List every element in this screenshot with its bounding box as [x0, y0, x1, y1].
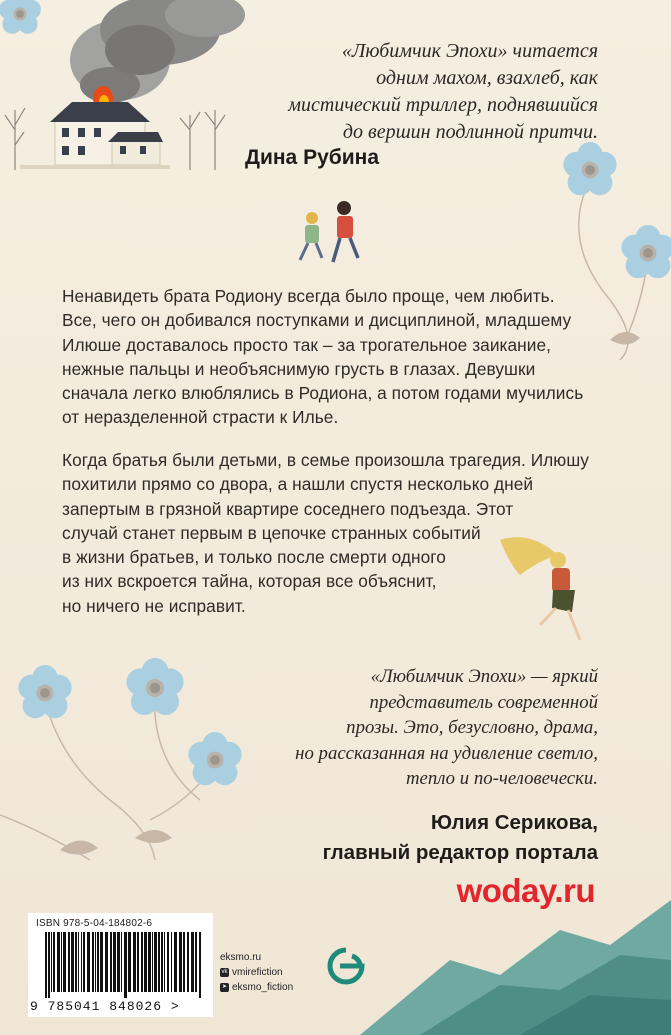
- bottom-quote: [218, 664, 598, 792]
- running-brothers: [300, 201, 358, 262]
- top-quote-author: Дина Рубина: [245, 146, 379, 169]
- barcode-bar: [152, 932, 153, 992]
- barcode-bar: [63, 932, 66, 992]
- annotation-line: Все, чего он добивался поступками и дисциплиной, младшему: [62, 310, 572, 331]
- burning-house: [20, 102, 170, 169]
- barcode-bar: [105, 932, 108, 992]
- barcode-bar: [83, 932, 85, 992]
- bottom-quote-line: прозы. Это, безусловно, драма,: [346, 717, 598, 738]
- site-link[interactable]: eksmo.ru: [220, 952, 262, 963]
- annotation-line: случай станет первым в цепочке странных событий: [62, 522, 481, 543]
- barcode-bars: [45, 932, 205, 998]
- top-quote-line: до вершин подлинной притчи.: [342, 121, 598, 143]
- barcode-bar: [167, 932, 169, 992]
- barcode-bar: [195, 932, 197, 992]
- barcode-bar: [87, 932, 90, 992]
- smoke: [70, 0, 245, 103]
- barcode-bar: [110, 932, 112, 992]
- bottom-quote-author-line: главный редактор портала: [322, 841, 598, 864]
- bottom-quote-line: «Любимчик Эпохи» — яркий: [370, 666, 598, 687]
- annotation-line: но ничего не исправит.: [62, 595, 246, 616]
- barcode-bar: [68, 932, 70, 992]
- publisher-links: [220, 950, 293, 995]
- bottom-quote-line: тепло и по-человечески.: [405, 768, 598, 789]
- annotation-line: от неразделенной страсти к Илье.: [62, 407, 339, 428]
- top-quote-line: «Любимчик Эпохи» читается: [341, 40, 598, 62]
- barcode-bar: [128, 932, 131, 992]
- annotation-line: похитили прямо со двора, а нашли спустя несколько дней: [62, 474, 534, 495]
- barcode-bar: [121, 932, 122, 992]
- barcode-bar: [45, 932, 47, 998]
- barcode-bar: [164, 932, 165, 992]
- bottom-quote-author-line: Юлия Серикова,: [430, 811, 598, 834]
- eksmo-logo-icon: [326, 946, 366, 986]
- barcode-bar: [81, 932, 82, 992]
- barcode-bar: [171, 932, 172, 992]
- barcode-bar: [75, 932, 77, 992]
- annotation-paragraph-1: [62, 284, 583, 430]
- bottom-quote-line: но рассказанная на удивление светло,: [295, 742, 598, 764]
- annotation-line: в жизни братьев, и только после смерти одного: [62, 547, 446, 568]
- annotation-line: запертым в грязной квартире соседнего подъезда. Этот: [62, 498, 514, 519]
- top-quote: [238, 38, 598, 146]
- annotation-line: Ненавидеть брата Родиону всегда было проще, чем любить.: [62, 286, 555, 306]
- barcode-bar: [191, 932, 194, 992]
- annotation-line: Илюше доставалось просто так – за трогательное заикание,: [62, 334, 551, 355]
- barcode-bar: [53, 932, 55, 992]
- bottom-quote-author: [323, 808, 598, 868]
- barcode-bar: [100, 932, 103, 992]
- barcode-bar: [95, 932, 96, 992]
- annotation-paragraph-2: [62, 448, 589, 618]
- isbn-text: ISBN 978-5-04-184802-6: [36, 918, 153, 929]
- woday-logo: woday.ru: [456, 872, 595, 909]
- barcode-bar: [113, 932, 116, 992]
- telegram-link[interactable]: ➤ eksmo_fiction: [221, 982, 294, 993]
- annotation-line: нежные пальцы и необъяснимую грусть в глазах. Девушки: [62, 358, 536, 379]
- telegram-icon: ➤: [221, 984, 228, 990]
- barcode-bar: [148, 932, 151, 992]
- barcode-bar: [57, 932, 60, 992]
- barcode-bar: [97, 932, 99, 992]
- barcode-bar: [179, 932, 182, 992]
- barcode-bar: [174, 932, 177, 992]
- barcode-bar: [144, 932, 147, 992]
- bottom-quote-line: представитель современной: [369, 691, 598, 713]
- barcode-bar: [141, 932, 143, 992]
- teal-hills: [360, 900, 671, 1035]
- barcode-bar: [48, 932, 50, 998]
- barcode-bar: [51, 932, 52, 992]
- barcode-bar: [199, 932, 201, 998]
- top-quote-line: одним махом, взахлеб, как: [376, 67, 598, 89]
- barcode-number: 9 785041 848026 >: [30, 999, 180, 1014]
- barcode-bar: [78, 932, 79, 992]
- barcode-bar: [133, 932, 136, 992]
- top-quote-line: мистический триллер, поднявшийся: [288, 94, 598, 116]
- vk-icon: vk: [221, 969, 228, 975]
- barcode-bar: [124, 932, 127, 998]
- barcode-bar: [154, 932, 157, 992]
- barcode-bar: [71, 932, 74, 992]
- barcode-bar: [117, 932, 120, 992]
- annotation-line: Когда братья были детьми, в семье произошла трагедия. Илюшу: [62, 450, 589, 470]
- barcode-bar: [187, 932, 189, 992]
- barcode-bar: [183, 932, 185, 992]
- barcode-bar: [61, 932, 62, 992]
- annotation-line: из них вскроется тайна, которая все объяснит,: [62, 571, 437, 592]
- barcode-bar: [92, 932, 94, 992]
- annotation-line: сначала легко влюблялись в Родиона, а потом годами мучились: [62, 383, 584, 404]
- barcode-bar: [137, 932, 139, 992]
- barcode-bar: [161, 932, 163, 992]
- barcode-bar: [158, 932, 160, 992]
- vk-link[interactable]: vk vmirefiction: [221, 967, 283, 978]
